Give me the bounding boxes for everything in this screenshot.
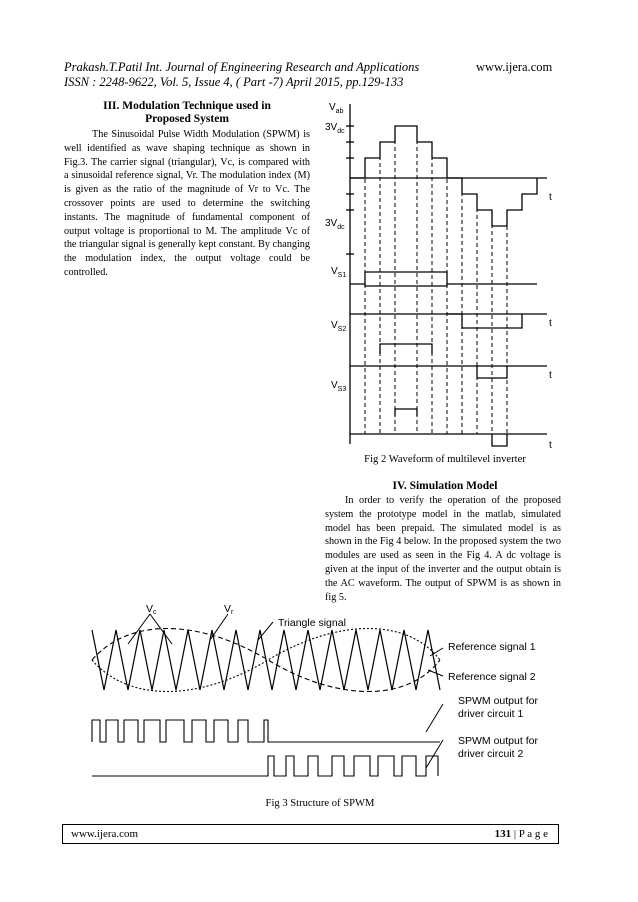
fig2-label-t2: t [549,318,552,329]
section-3-title [64,100,310,126]
fig2-vs1-pulse [350,284,537,286]
footer-url[interactable]: www.ijera.com [71,828,139,840]
section-3-title-line1: III. Modulation Technique used in [103,100,271,112]
fig2-label-vab: $V_{ab}$ [329,102,344,115]
fig3-label-ref2: Reference signal 2 [448,671,536,683]
footer-page [495,828,548,840]
fig2-label-t4: t [549,440,552,451]
fig3-label-out1-line2: driver circuit 1 [458,708,524,720]
header-url[interactable]: www.ijera.com [476,60,553,74]
fig2-waveform [325,96,565,456]
fig2-caption: Fig 2 Waveform of multilevel inverter [364,454,526,465]
fig3-label-out1-line1: SPWM output for [458,695,538,707]
fig3-label-out2-line2: driver circuit 2 [458,748,524,760]
fig3-triangle-carrier [92,630,440,690]
page-footer [62,824,559,844]
fig2-vs3-pulse [395,409,417,416]
fig2-label-3vdc-bottom: $3V_{dc}$ [325,218,345,231]
fig2-label-vs1: $V_{S1}$ [331,266,347,279]
fig2-label-vs3: $V_{S3}$ [331,380,347,393]
fig3-label-triangle: Triangle signal [278,617,346,629]
fig2-label-3vdc-top: $3V_{dc}$ [325,122,345,135]
fig3-label-ref1: Reference signal 1 [448,641,536,653]
fig2-label-vs2: $V_{S2}$ [331,320,347,333]
fig3-spwm-output-1 [92,720,440,742]
fig2-label-t3: t [549,370,552,381]
section-3-paragraph: The Sinusoidal Pulse Width Modulation (SPWM) is well identified as wave shaping technique as shown in Fig.3. The carrier signal (triangular), Vc, is compared with a sinusoidal reference signal, Vr. The modulation index (M) is given as the ratio of the magnitude of Vr to Vc. The crossover points are used to determine the switching instants. The magnitude of fundamental component of output voltage is proportional to M. The amplitude Vc of the triangular signal is generally kept constant. By changing the modulation index, the output voltage could be controlled. [64,129,310,278]
journal-title: Prakash.T.Patil Int. Journal of Engineering Research and Applications [64,60,420,74]
fig3-caption: Fig 3 Structure of SPWM [265,798,375,809]
fig3-spwm-output-2 [92,756,438,776]
footer-page-label: | P a g e [511,828,548,840]
section-3-title-line2: Proposed System [145,113,229,125]
fig3-label-vc: Vc [146,603,157,616]
fig3-spwm-diagram [88,600,558,790]
fig2-staircase [350,126,537,226]
fig2-label-t1: t [549,192,552,203]
fig2-vs2-pulse [380,344,432,354]
section-4-title: IV. Simulation Model [392,480,498,492]
fig3-label-vr: Vr [224,603,234,616]
issn-line: ISSN : 2248-9622, Vol. 5, Issue 4, ( Part -7) April 2015, pp.129-133 [64,75,404,89]
footer-page-number: 131 [494,828,512,840]
section-4-paragraph: In order to verify the operation of the proposed system the prototype model in the matlab, simulated model has been prepaid. The simulated model is as shown in the Fig 4 below. In the proposed system the two modules are used as seen in the Fig 4. A dc voltage is given at the input of the inverter and the output obtain is the AC waveform. The output of SPWM is as shown in fig 5. [325,495,561,603]
fig3-label-out2-line1: SPWM output for [458,735,538,747]
